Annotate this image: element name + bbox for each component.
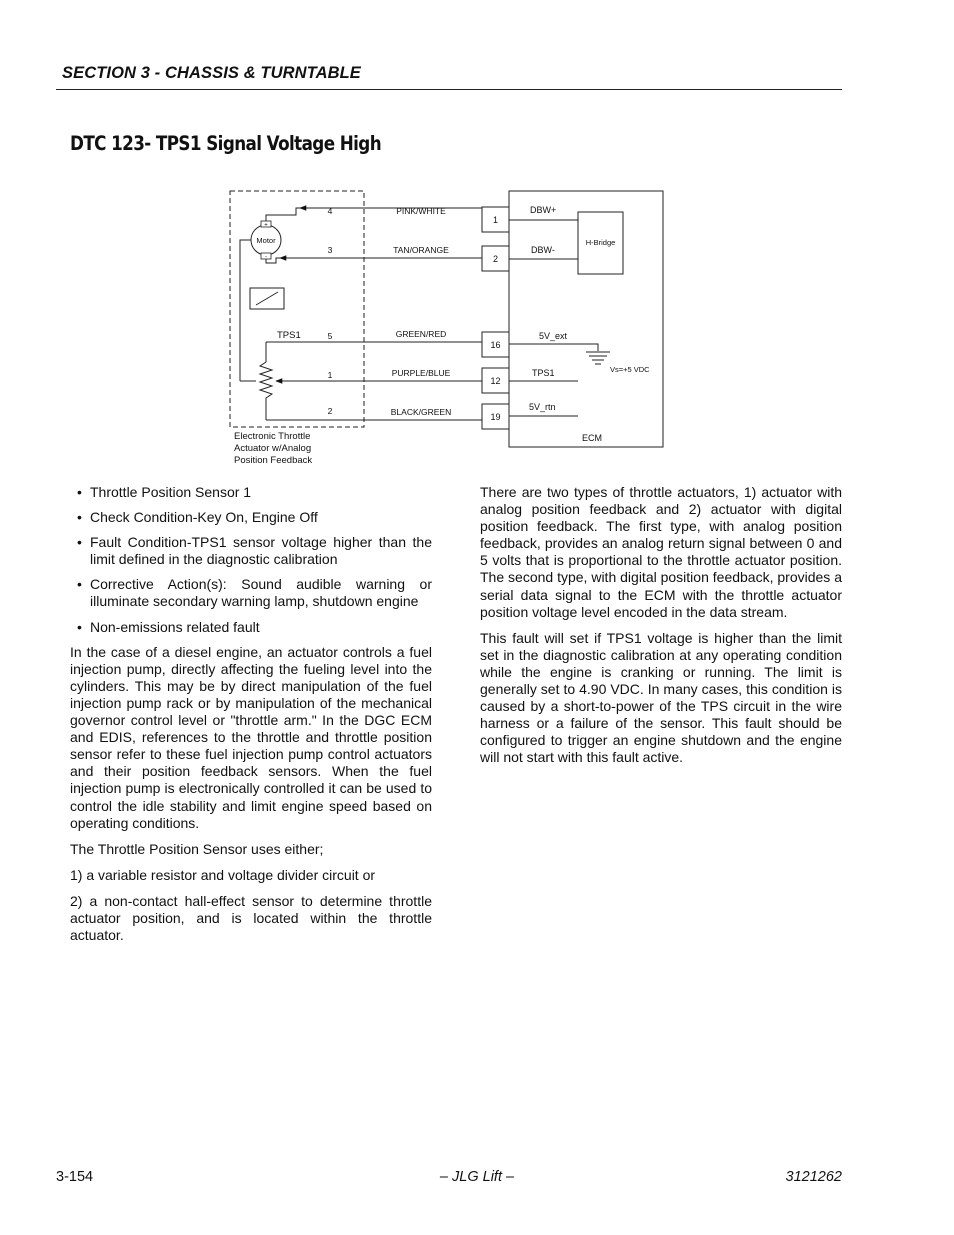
- ecm-pin-number: 12: [490, 376, 501, 386]
- ecm-signal-label: TPS1: [532, 368, 555, 378]
- paragraph: 1) a variable resistor and voltage divider circuit or: [70, 866, 376, 883]
- wire-color-label: TAN/ORANGE: [393, 245, 449, 255]
- ecm-signal-label: DBW+: [530, 205, 557, 215]
- ecm-pin-number: 16: [490, 340, 501, 350]
- wire-color-label: PURPLE/BLUE: [391, 368, 451, 378]
- page-number: 3-154: [56, 1169, 94, 1185]
- ecm-signal-label: 5V_rtn: [529, 402, 556, 412]
- paragraph: There are two types of throttle actuators, 1) actuator with analog position feedback and 2) actuator with digital position feedback. The first type, with analog position feedback, provides an analog return signal between 0 and 5 volts that is proportional to the throttle actuator position. The second type, with digital position feedback, provides a serial data signal to the ECM with the throttle actuator position voltage level encoded in the data stream.: [480, 484, 842, 620]
- paragraph: The Throttle Position Sensor uses either;: [70, 840, 324, 857]
- document-number: 3121262: [785, 1169, 842, 1185]
- actuator-pin: 4: [327, 206, 333, 216]
- actuator-pin: 2: [327, 406, 333, 416]
- fault-summary-list: [70, 484, 432, 636]
- ecm-pin-number: 2: [492, 254, 499, 264]
- paragraph: In the case of a diesel engine, an actuator controls a fuel injection pump, directly affecting the fueling level into the cylinders. This may be by direct manipulation of the fuel injection pump rack or by manipulation of the mechanical governor control level or "throttle arm." In the DGC ECM and EDIS, references to the throttle and throttle position sensor refer to these fuel injection pump control actuators and their position feedback sensors. When the fuel injection pump is electronically controlled it can be used to control the idle stability and limit engine speed based on operating conditions.: [70, 643, 432, 831]
- wiring-diagram: [0, 0, 954, 480]
- paragraph: 2) a non-contact hall-effect sensor to determine throttle actuator position, and is located within the throttle actuator.: [70, 892, 432, 944]
- section-header: SECTION 3 - CHASSIS & TURNTABLE: [62, 64, 361, 82]
- actuator-caption-line: Position Feedback: [234, 455, 313, 466]
- list-item: • Fault Condition-TPS1 sensor voltage higher than the limit defined in the diagnostic calibration: [70, 534, 432, 568]
- ecm-pin-number: 1: [492, 215, 499, 225]
- paragraph: This fault will set if TPS1 voltage is higher than the limit set in the diagnostic calibration at any operating condition while the engine is cranking or running. The limit is generally set to 4.90 VDC. In many cases, this condition is caused by a short-to-power of the TPS circuit in the wire harness or a failure of the sensor. This fault should be configured to trigger an engine shutdown and the engine will not start with this fault active.: [480, 629, 842, 766]
- actuator-caption-line: Actuator w/Analog: [234, 443, 312, 454]
- right-column: [480, 484, 842, 776]
- hbridge-label: H-Bridge: [585, 238, 616, 247]
- ecm-pin-number: 19: [490, 412, 501, 422]
- list-item: • Check Condition-Key On, Engine Off: [70, 509, 432, 526]
- page-title: DTC 123- TPS1 Signal Voltage High: [70, 132, 382, 155]
- left-column: [70, 484, 432, 953]
- wire-color-label: BLACK/GREEN: [390, 407, 452, 417]
- motor-plus-label: +: [264, 222, 268, 229]
- tps-label: TPS1: [277, 330, 301, 341]
- ecm-signal-label: 5V_ext: [539, 331, 568, 341]
- ecm-label: ECM: [582, 433, 602, 443]
- actuator-caption-line: Electronic Throttle: [234, 431, 311, 442]
- wire-color-label: GREEN/RED: [395, 329, 447, 339]
- actuator-pin: 3: [327, 245, 333, 255]
- actuator-pin: 1: [327, 370, 333, 380]
- motor-minus-label: -: [265, 254, 267, 261]
- wire-color-label: PINK/WHITE: [396, 206, 446, 216]
- actuator-pin: 5: [327, 331, 333, 341]
- list-item: • Throttle Position Sensor 1: [70, 484, 432, 501]
- list-item: • Non-emissions related fault: [70, 619, 432, 636]
- list-item: • Corrective Action(s): Sound audible warning or illuminate secondary warning lamp, shutdown engine: [70, 576, 432, 610]
- motor-label: Motor: [256, 236, 276, 245]
- ecm-signal-label: DBW-: [531, 245, 555, 255]
- footer-publisher: – JLG Lift –: [439, 1169, 515, 1185]
- supply-voltage-label: Vs=+5 VDC: [610, 365, 650, 374]
